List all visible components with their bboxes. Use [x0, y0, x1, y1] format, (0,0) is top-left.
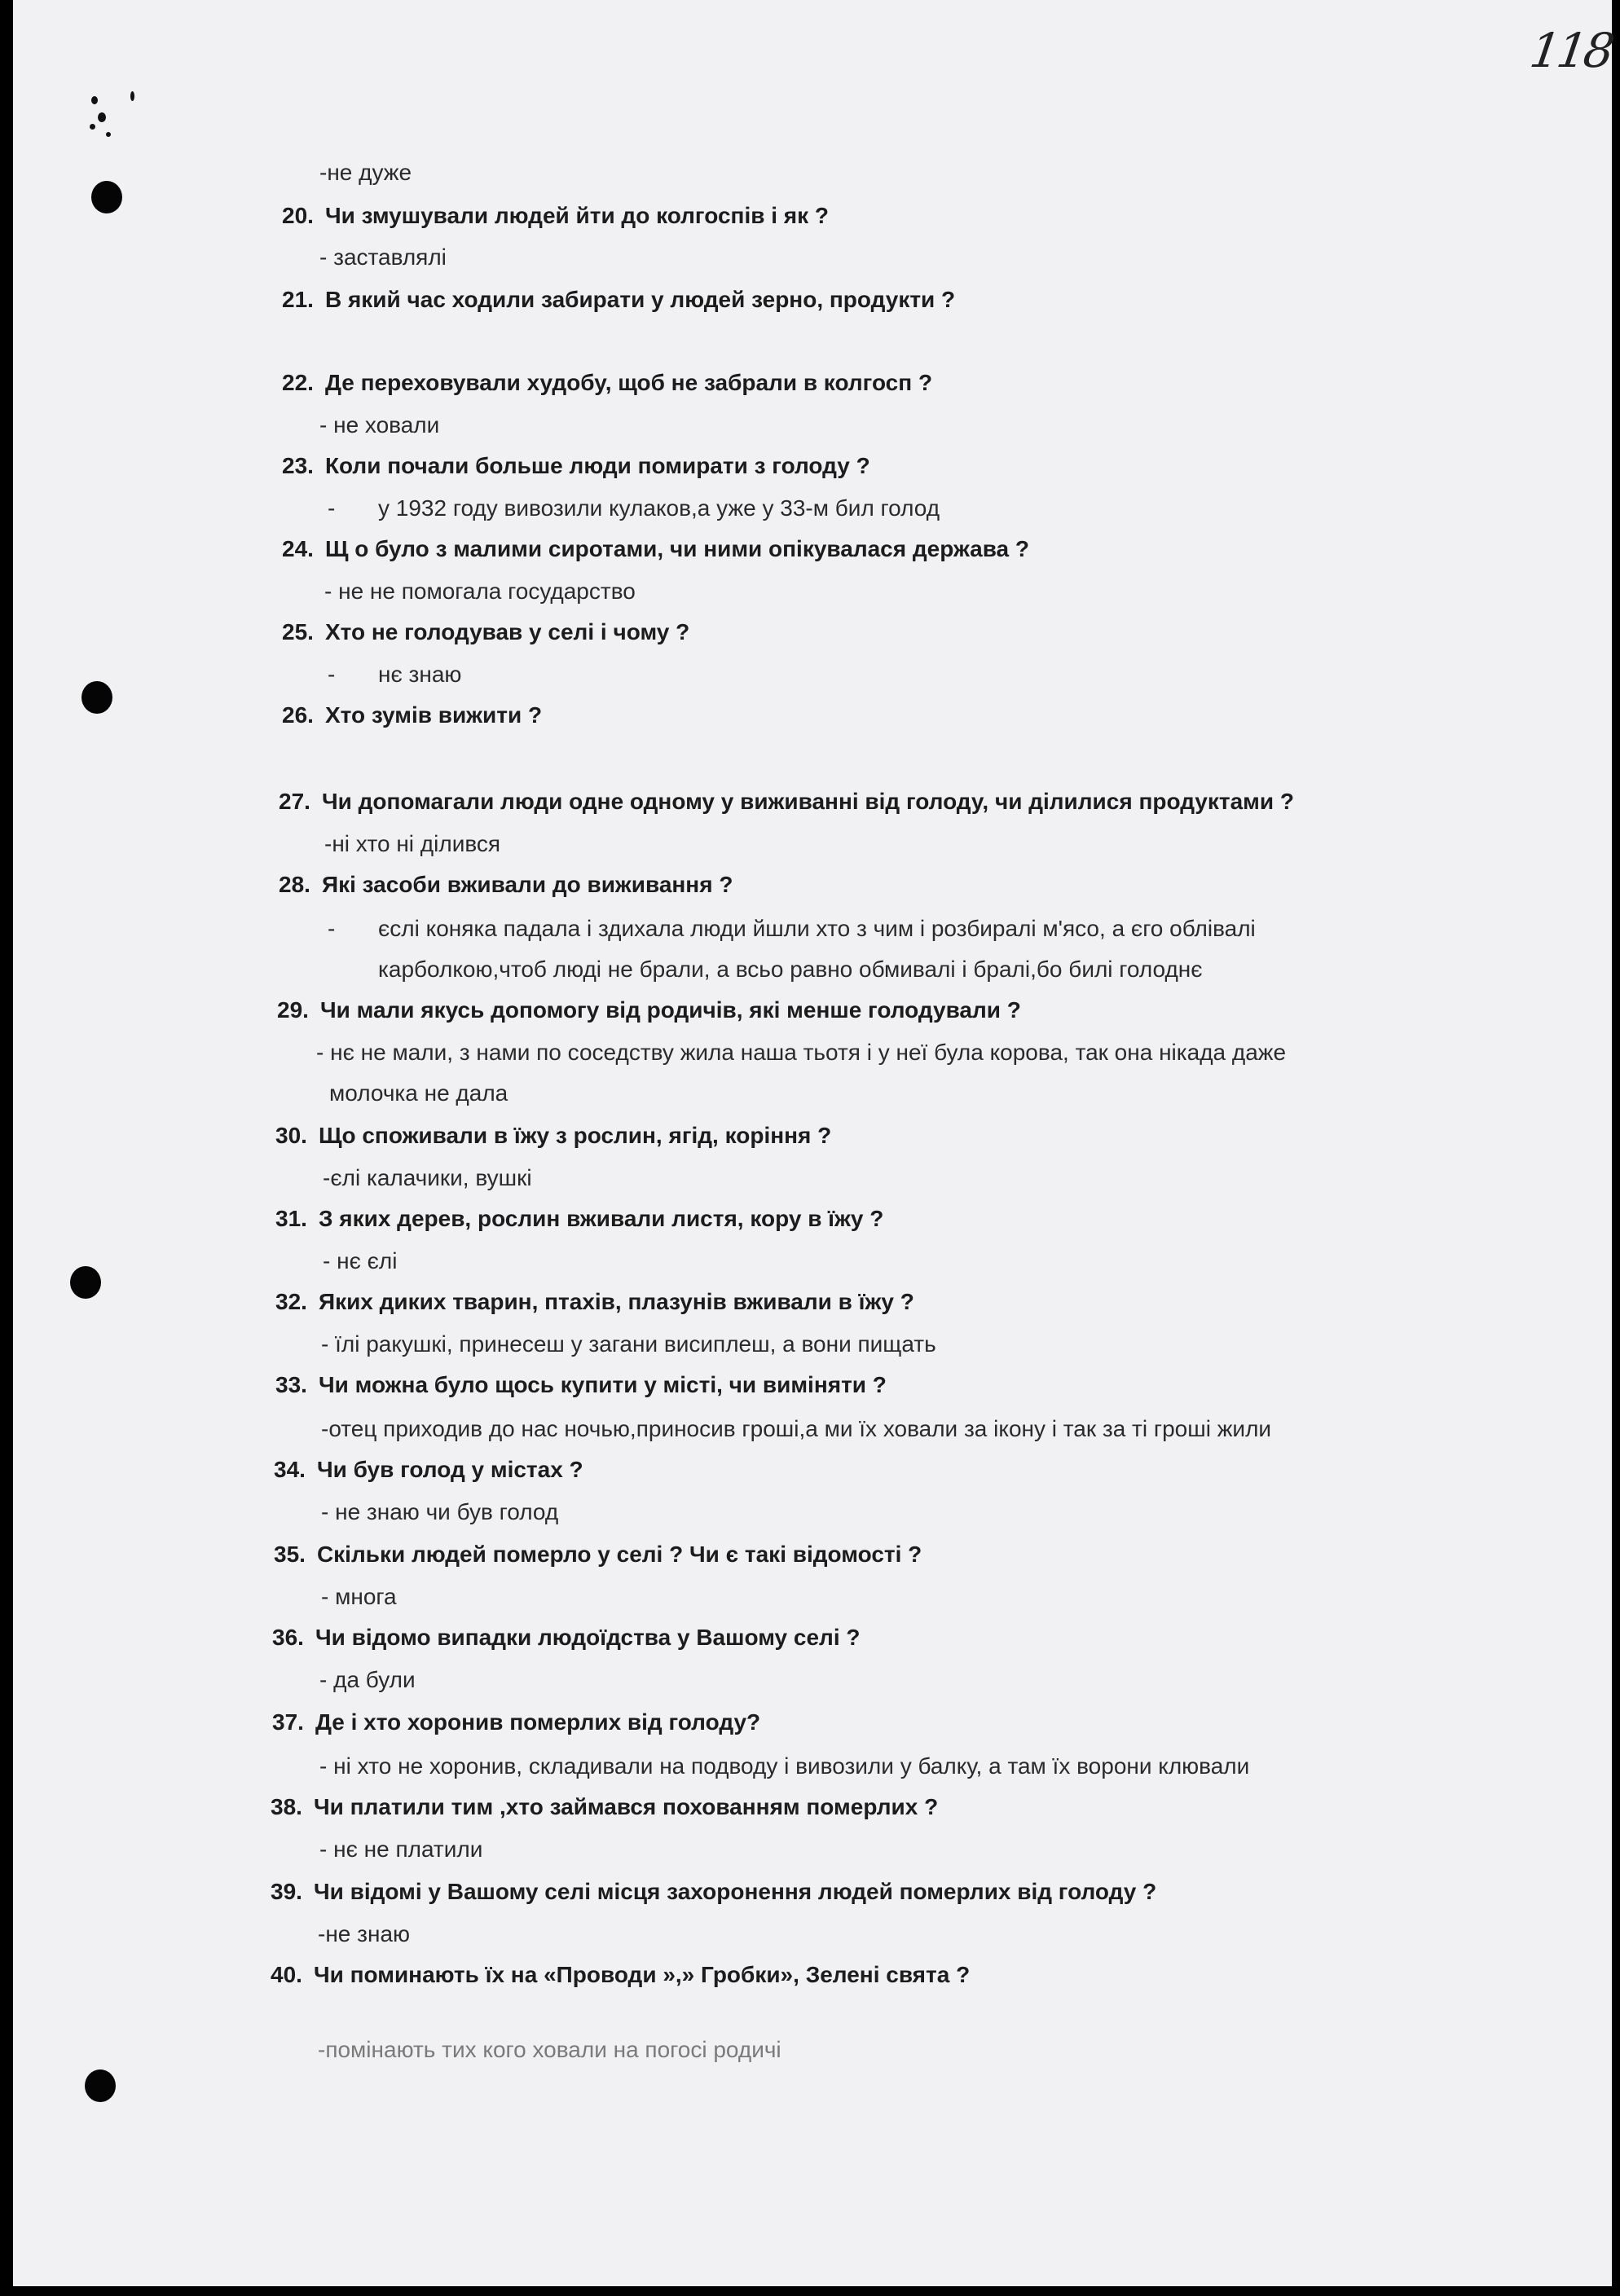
answer-text: -не знаю: [318, 1921, 411, 1946]
answer-dash: -: [328, 916, 336, 941]
question-number: 21.: [282, 287, 314, 312]
answer-text: -отец приходив до нас ночью,приносив гроші,а ми їх ховали за ікону і так за ті гроші жили: [321, 1416, 1272, 1441]
answer-text: - не ховали: [319, 412, 440, 438]
question-line: [271, 1878, 1156, 1906]
question-line: [275, 1288, 914, 1316]
answer-line: [323, 1247, 397, 1275]
answer-text: - не не помогала государство: [324, 578, 636, 604]
answer-line: [319, 1753, 1249, 1780]
answer-line: [329, 1080, 508, 1107]
question-line: [282, 618, 689, 646]
answer-dash: -: [328, 495, 336, 521]
punch-hole: [85, 2069, 116, 2102]
answer-line: [328, 661, 461, 688]
answer-line: [319, 1666, 416, 1694]
answer-line: [324, 830, 500, 858]
question-text: Чи змушували людей йти до колгоспів і як ?: [324, 203, 830, 228]
question-number: 24.: [282, 536, 314, 561]
question-number: 23.: [282, 453, 314, 478]
question-line: [275, 1122, 831, 1150]
punch-hole: [91, 181, 122, 213]
question-number: 34.: [274, 1457, 306, 1482]
question-text: З яких дерев, рослин вживали листя, кору в їжу ?: [318, 1206, 884, 1231]
question-line: [272, 1624, 861, 1652]
question-line: [277, 996, 1021, 1024]
question-line: [275, 1371, 887, 1399]
answer-text: - да були: [319, 1667, 416, 1692]
question-line: [279, 871, 733, 899]
answer-line: [316, 1039, 1286, 1067]
punch-hole: [70, 1266, 101, 1299]
question-number: 38.: [271, 1794, 302, 1819]
answer-line: [319, 159, 412, 187]
question-line: [274, 1541, 922, 1568]
answer-line: [319, 1836, 482, 1863]
question-number: 26.: [282, 702, 314, 728]
answer-line: [378, 956, 1203, 983]
question-number: 29.: [277, 997, 309, 1023]
answer-line: [321, 1415, 1271, 1443]
question-text: Чи платили тим ,хто займався похованням померлих ?: [313, 1794, 939, 1819]
question-line: [282, 286, 955, 314]
question-text: Чи відомі у Вашому селі місця захоронення людей померлих від голоду ?: [313, 1879, 1157, 1904]
answer-line: [328, 915, 1256, 943]
question-line: [274, 1456, 583, 1484]
question-number: 37.: [272, 1709, 304, 1735]
question-number: 33.: [275, 1372, 307, 1397]
answer-line: [321, 1331, 936, 1358]
answer-text: -не дуже: [319, 160, 412, 185]
answer-text: молочка не дала: [329, 1080, 508, 1106]
answer-text: карболкою,чтоб люді не брали, а всьо равно обмивалі і бралі,бо билі голоднє: [378, 957, 1203, 982]
question-line: [279, 788, 1294, 816]
question-number: 36.: [272, 1625, 304, 1650]
question-text: Чи мали якусь допомогу від родичів, які менше голодували ?: [319, 997, 1021, 1023]
handwritten-page-number: 118: [1526, 23, 1615, 78]
answer-text: - не знаю чи був голод: [321, 1499, 559, 1524]
question-line: [282, 535, 1029, 563]
question-number: 27.: [279, 789, 310, 814]
question-number: 39.: [271, 1879, 302, 1904]
question-number: 31.: [275, 1206, 307, 1231]
question-line: [282, 369, 932, 397]
question-line: [282, 702, 542, 729]
question-line: [272, 1709, 760, 1736]
scanned-page: [13, 0, 1615, 2286]
answer-dash: -: [328, 662, 336, 687]
question-number: 20.: [282, 203, 314, 228]
scan-speck: [106, 132, 111, 137]
answer-line: [321, 1498, 558, 1526]
answer-text: -помінають тих кого ховали на погосі родичі: [318, 2037, 781, 2062]
question-line: [282, 452, 870, 480]
answer-line: [321, 1583, 397, 1611]
question-text: Чи був голод у містах ?: [316, 1457, 583, 1482]
answer-text: - їлі ракушкі, принесеш у загани висиплеш, а вони пищать: [321, 1331, 936, 1357]
answer-line: [328, 495, 940, 522]
question-text: Чи відомо випадки людоїдства у Вашому селі ?: [315, 1625, 861, 1650]
question-line: [282, 202, 829, 230]
question-text: Коли почали больше люди помирати з голоду ?: [324, 453, 870, 478]
question-number: 35.: [274, 1542, 306, 1567]
answer-text: -єлі калачики, вушкі: [323, 1165, 532, 1190]
question-line: [271, 1961, 970, 1989]
answer-line: [319, 411, 439, 439]
answer-text: єслі коняка падала і здихала люди йшли хто з чим і розбиралі м'ясо, а єго облівалі: [378, 916, 1256, 941]
answer-text: - ні хто не хоронив, складивали на подводу і вивозили у балку, а там їх ворони клювали: [319, 1753, 1250, 1779]
question-text: Чи можна було щось купити у місті, чи виміняти ?: [318, 1372, 887, 1397]
answer-text: -ні хто ні ділився: [324, 831, 501, 856]
question-number: 22.: [282, 370, 314, 395]
question-number: 32.: [275, 1289, 307, 1314]
answer-text: у 1932 году вивозили кулаков,а уже у 33-м бил голод: [378, 495, 940, 521]
question-line: [271, 1793, 938, 1821]
question-number: 25.: [282, 619, 314, 644]
question-text: Що споживали в їжу з рослин, ягід, коріння ?: [318, 1123, 832, 1148]
question-text: Де переховували худобу, щоб не забрали в колгосп ?: [324, 370, 933, 395]
answer-text: - нє не мали, з нами по соседству жила наша тьотя і у неї була корова, так она нікада даже: [316, 1040, 1287, 1065]
answer-line: [318, 1920, 410, 1948]
question-text: Хто не голодував у селі і чому ?: [324, 619, 690, 644]
question-text: Чи поминають їх на «Проводи »,» Гробки», Зелені свята ?: [313, 1962, 971, 1987]
answer-text: - нє не платили: [319, 1836, 483, 1862]
question-text: Які засоби вживали до виживання ?: [321, 872, 733, 897]
answer-text: - многа: [321, 1584, 397, 1609]
answer-line: [323, 1164, 532, 1192]
question-number: 40.: [271, 1962, 302, 1987]
question-text: Хто зумів вижити ?: [324, 702, 543, 728]
question-text: Де і хто хоронив померлих від голоду?: [315, 1709, 761, 1735]
answer-line: [318, 2036, 781, 2064]
scan-speck: [91, 96, 98, 104]
answer-line: [319, 244, 447, 271]
answer-line: [324, 578, 636, 605]
question-text: Яких диких тварин, птахів, плазунів вживали в їжу ?: [318, 1289, 914, 1314]
question-number: 30.: [275, 1123, 307, 1148]
answer-text: - заставлялі: [319, 244, 447, 270]
question-text: В який час ходили забирати у людей зерно, продукти ?: [324, 287, 956, 312]
question-text: Скільки людей померло у селі ? Чи є такі відомості ?: [316, 1542, 922, 1567]
question-text: Чи допомагали люди одне одному у виживанні від голоду, чи ділилися продуктами ?: [321, 789, 1294, 814]
scan-speck: [98, 112, 106, 122]
scan-speck: [130, 91, 134, 101]
question-number: 28.: [279, 872, 310, 897]
question-line: [275, 1205, 883, 1233]
scan-speck: [90, 124, 95, 130]
punch-hole: [81, 681, 112, 714]
answer-text: нє знаю: [378, 662, 462, 687]
question-text: Щ о було з малими сиротами, чи ними опікувалася держава ?: [324, 536, 1030, 561]
answer-text: - нє єлі: [323, 1248, 398, 1273]
